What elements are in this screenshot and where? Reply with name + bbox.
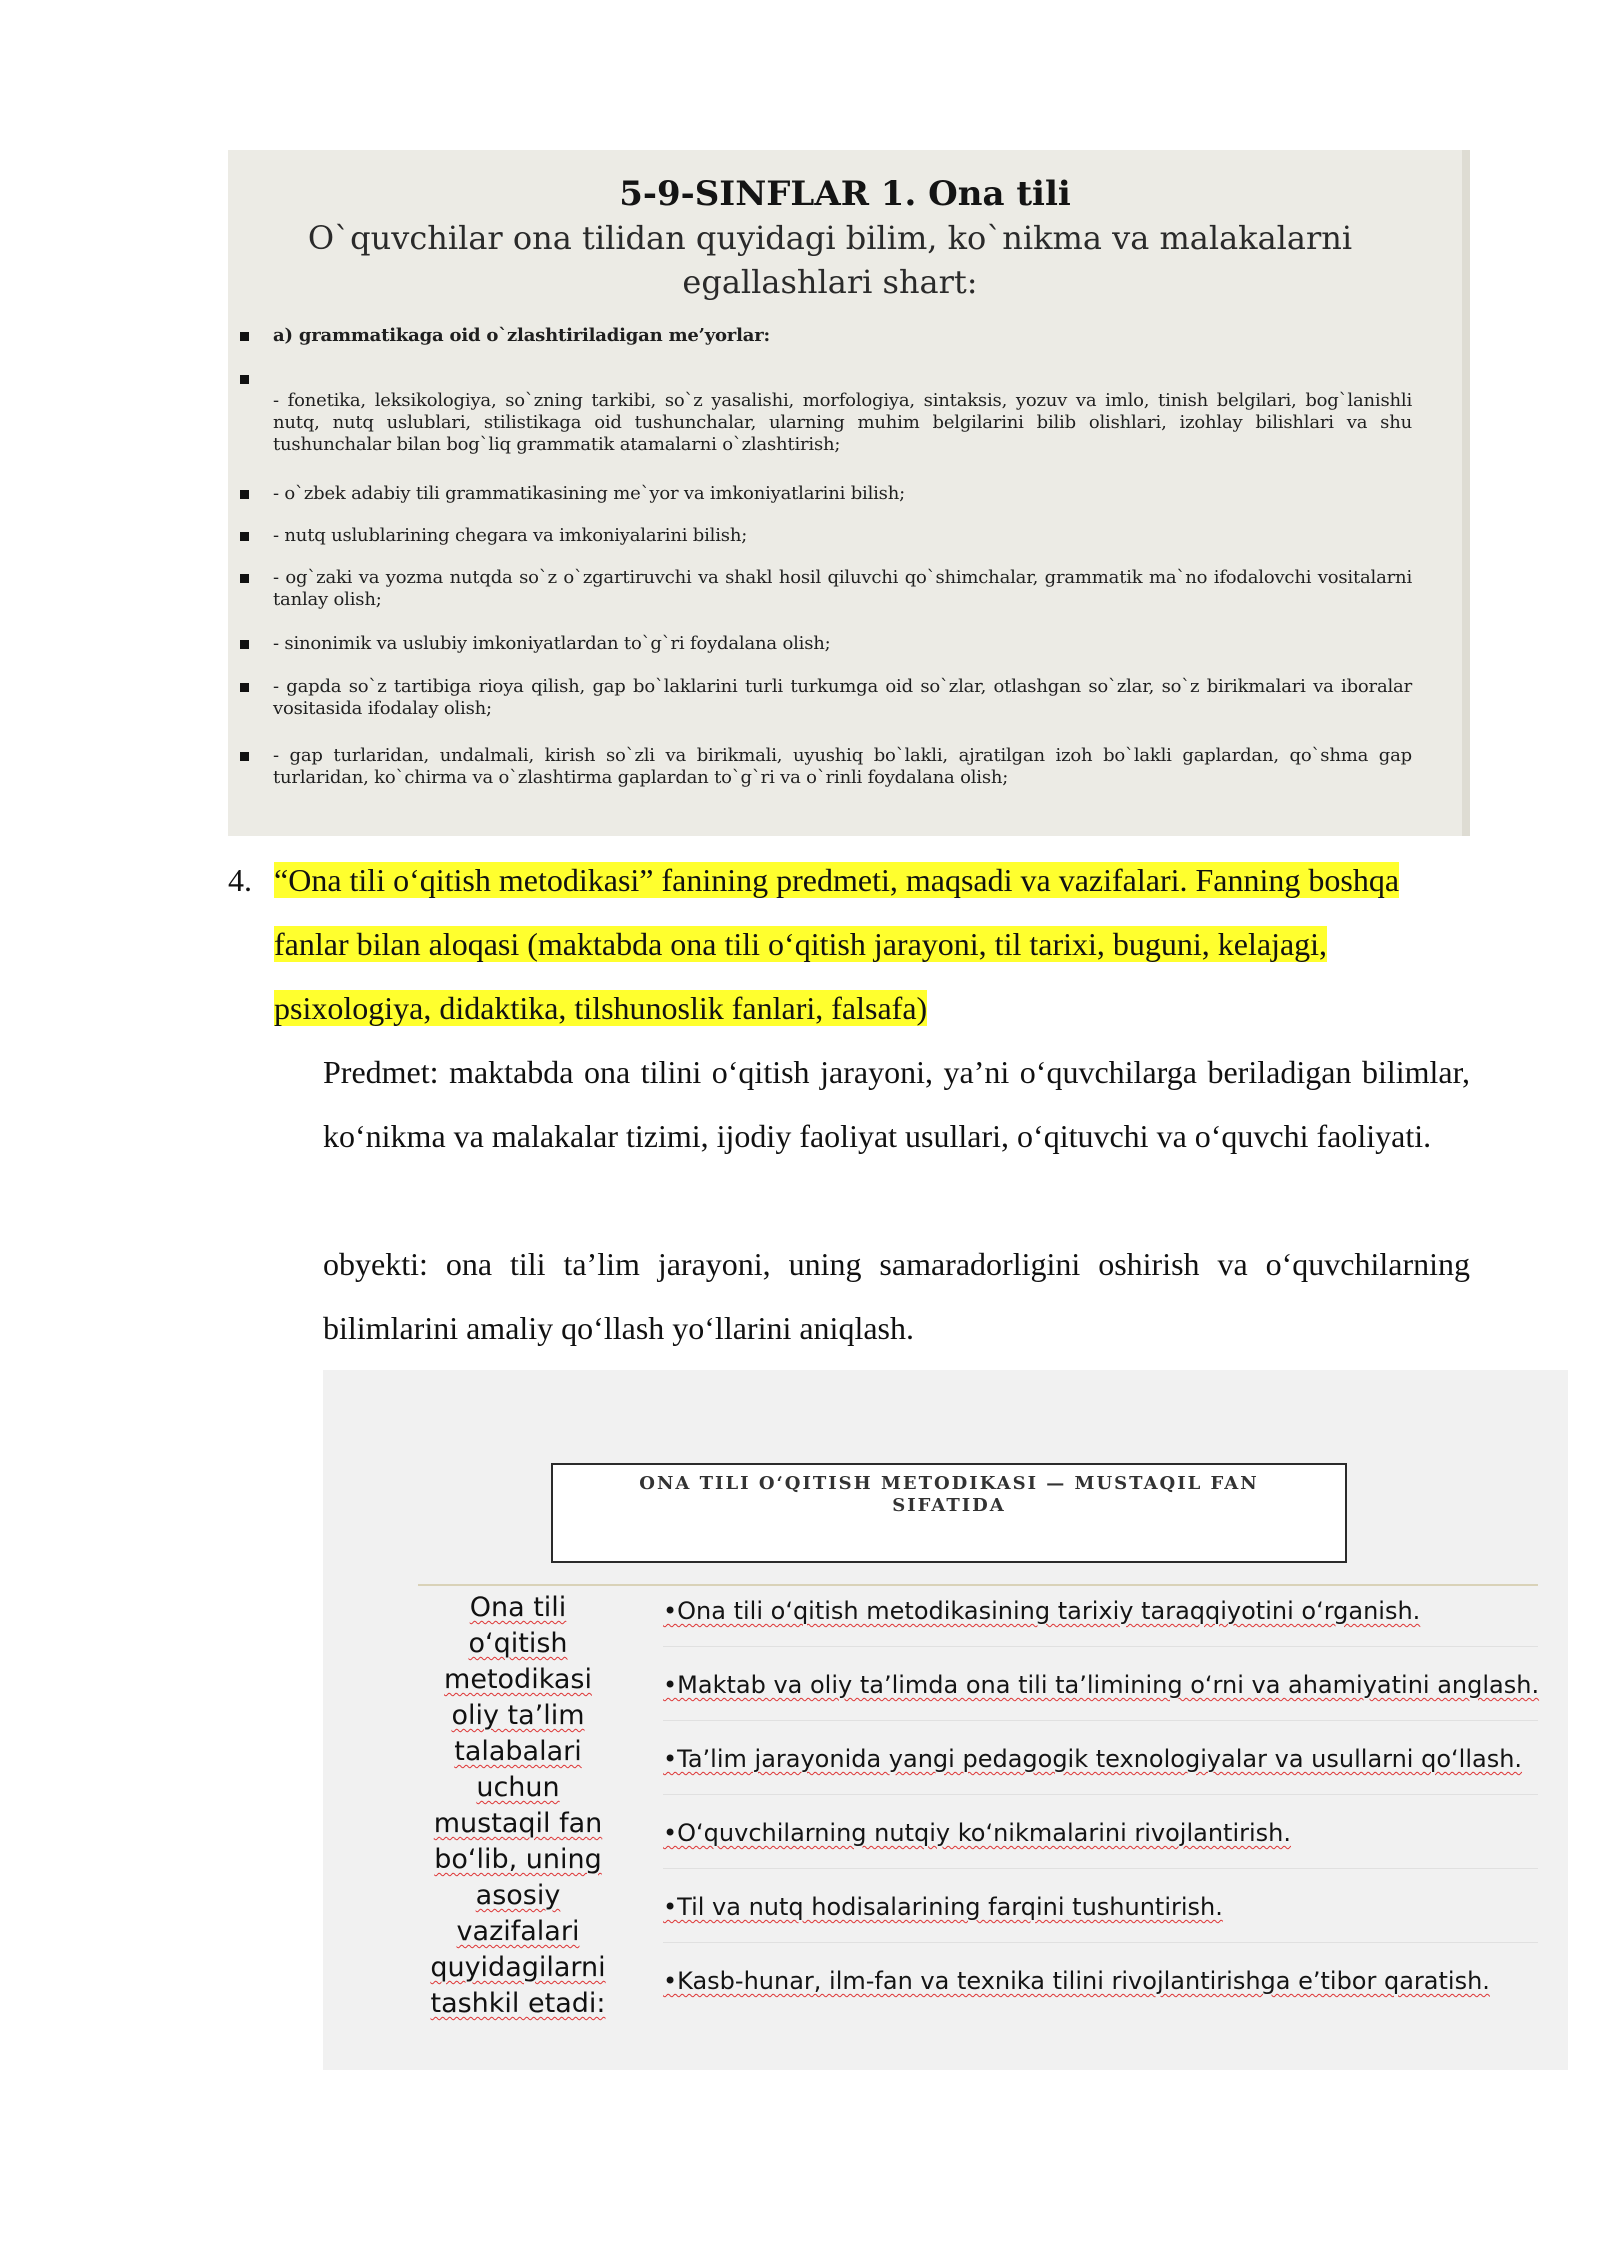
divider <box>418 1584 1538 1586</box>
standards-image <box>228 150 1470 836</box>
question-text: “Ona tili o‘qitish metodikasi” fanining predmeti, maqsadi va vazifalari. Fanning boshqa fanlar bilan aloqasi (maktabda ona tili o‘qitish jarayoni, til tarixi, buguni, kelajagi, psixologiya, didaktika, tilshunoslik fanlari, falsafa) <box>274 862 1400 1026</box>
image-subtitle: O`quvchilar ona tilidan quyidagi bilim, ko`nikma va malakalarni egallashlari shart: <box>307 219 1353 301</box>
task-item: •Ta’lim jarayonida yangi pedagogik texnologiyalar va usullarni qo‘llash. <box>663 1745 1523 1773</box>
square-bullet-icon <box>240 490 249 499</box>
divider <box>663 1646 1538 1647</box>
divider <box>663 1868 1538 1869</box>
image-title: 5-9-SINFLAR 1. Ona tili <box>619 174 1071 214</box>
question-number: 4. <box>228 862 252 898</box>
list-item: - og`zaki va yozma nutqda so`z o`zgartiruvchi va shakl hosil qiluvchi qo`shimchalar, grammatik ma`no ifodalovchi vositalarni tanlay olish; <box>228 567 1412 611</box>
task-item: •Kasb-hunar, ilm-fan va texnika tilini rivojlantirishga e’tibor qaratish. <box>663 1967 1490 1995</box>
box-title: ONA TILI O‘QITISH METODIKASI — MUSTAQIL FAN SIFATIDA <box>551 1463 1347 1563</box>
list-item: - gapda so`z tartibiga rioya qilish, gap bo`laklarini turli turkumga oid so`zlar, otlashgan so`zlar, so`z birikmalari va iboralar vositasida ifodalay olish; <box>228 676 1412 720</box>
square-bullet-icon <box>240 375 249 384</box>
methodology-image <box>323 1370 1568 2070</box>
square-bullet-icon <box>240 332 249 341</box>
square-bullet-icon <box>240 752 249 761</box>
question-4 <box>228 848 1478 1040</box>
left-description: Ona tili o‘qitish metodikasi oliy ta’lim talabalari uchun mustaqil fan bo‘lib, uning asosiy vazifalari quyidagilarni tashkil etadi: <box>430 1592 606 2019</box>
square-bullet-icon <box>240 683 249 692</box>
square-bullet-icon <box>240 574 249 583</box>
divider <box>663 1942 1538 1943</box>
list-item: - fonetika, leksikologiya, so`zning tarkibi, so`z yasalishi, morfologiya, sintaksis, yozuv va imlo, tinish belgilari, bog`lanishli nutq, nutq uslublari, stilistikaga oid tushunchalar, ularning muhim belgilarini bilib olishlari, izohlay bilishlari va shu tushunchalar bilan bog`liq grammatik atamalarni o`zlashtirish; <box>273 390 1412 455</box>
divider <box>663 1794 1538 1795</box>
square-bullet-icon <box>240 532 249 541</box>
task-item: •Til va nutq hodisalarining farqini tushuntirish. <box>663 1893 1223 1921</box>
task-item: •O‘quvchilarning nutqiy ko‘nikmalarini rivojlantirish. <box>663 1819 1292 1847</box>
square-bullet-icon <box>240 640 249 649</box>
list-item: - o`zbek adabiy tili grammatikasining me`yor va imkoniyatlarini bilish; <box>228 483 1412 505</box>
list-item: - sinonimik va uslubiy imkoniyatlardan to`g`ri foydalana olish; <box>228 633 1412 655</box>
task-item: •Maktab va oliy ta’limda ona tili ta’limining o‘rni va ahamiyatini anglash. <box>663 1671 1540 1699</box>
list-item: - nutq uslublarining chegara va imkoniyalarini bilish; <box>228 525 1412 547</box>
task-item: •Ona tili o‘qitish metodikasining tarixiy taraqqiyotini o‘rganish. <box>663 1597 1421 1625</box>
list-item: a) grammatikaga oid o`zlashtiriladigan me’yorlar: <box>228 325 1412 347</box>
list-item: - gap turlaridan, undalmali, kirish so`zli va birikmali, uyushiq bo`lakli, ajratilgan izoh bo`lakli gaplardan, qo`shma gap turlaridan, ko`chirma va o`zlashtirma gaplardan to`g`ri va o`rinli foydalana olish; <box>228 745 1412 789</box>
divider <box>663 1720 1538 1721</box>
obyekti-paragraph: obyekti: ona tili ta’lim jarayoni, uning samaradorligini oshirish va o‘quvchilarning bilimlarini amaliy qo‘llash yo‘llarini aniqlash. <box>323 1246 1470 1346</box>
predmet-paragraph: Predmet: maktabda ona tilini o‘qitish jarayoni, ya’ni o‘quvchilarga beriladigan bilimlar, ko‘nikma va malakalar tizimi, ijodiy faoliyat usullari, o‘qituvchi va o‘quvchi faoliyati. <box>323 1054 1470 1154</box>
